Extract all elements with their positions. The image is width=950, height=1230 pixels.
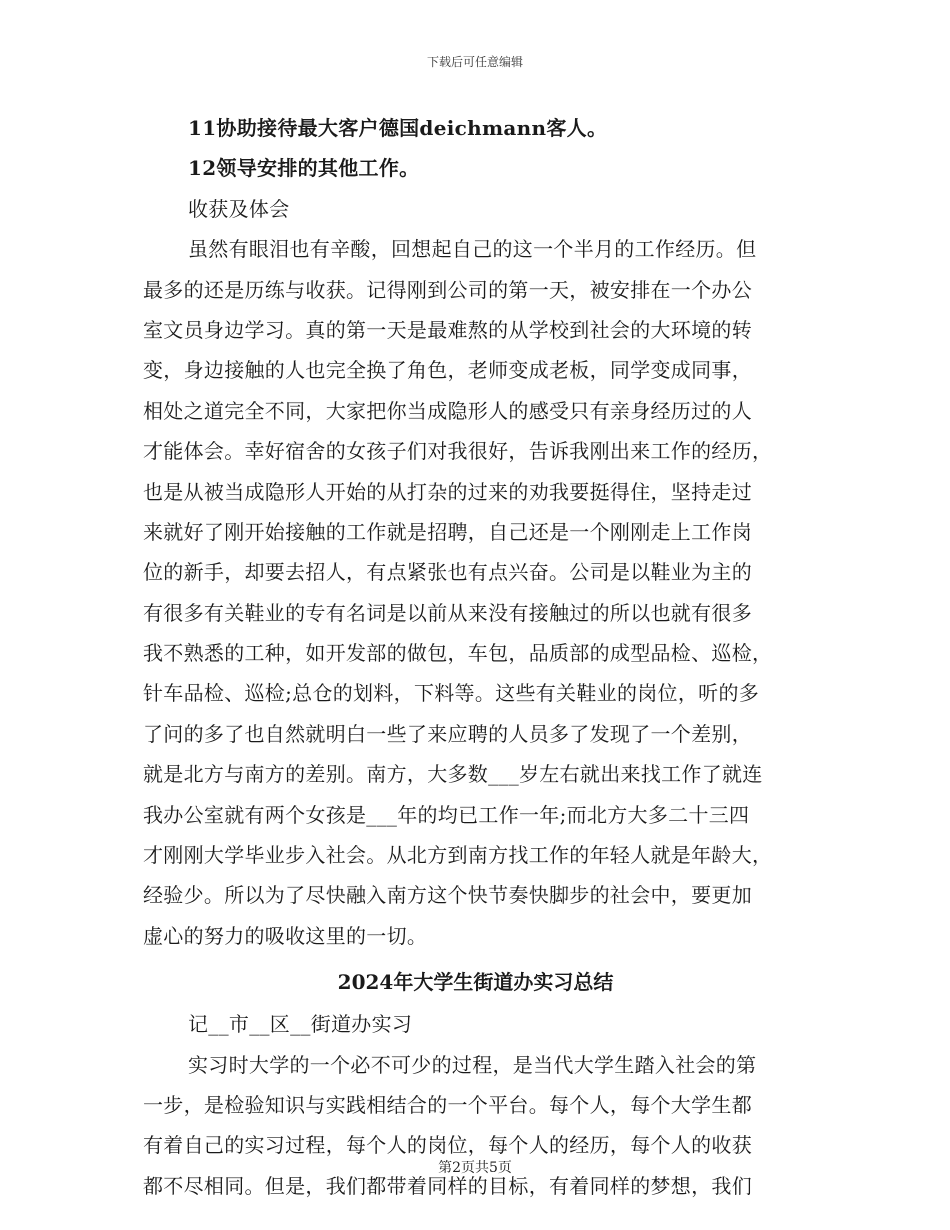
paragraph-line: 虚心的努力的吸收这里的一切。 [143, 923, 428, 948]
document-title: 2024年大学生街道办实习总结 [337, 970, 614, 995]
paragraph-line: 相处之道完全不同，大家把你当成隐形人的感受只有亲身经历过的人 [143, 398, 752, 423]
list-item: 11协助接待最大客户德国deichmann客人。 [188, 116, 608, 140]
paragraph-line: 我办公室就有两个女孩是___年的均已工作一年;而北方大多二十三四 [143, 802, 750, 827]
paragraph-line: 才能体会。幸好宿舍的女孩子们对我很好，告诉我刚出来工作的经历， [143, 439, 773, 464]
document-body [143, 108, 808, 1206]
paragraph-line: 才刚刚大学毕业步入社会。从北方到南方找工作的年轻人就是年龄大， [143, 843, 773, 868]
page-footer: 第2页共5页 [438, 1160, 512, 1176]
paragraph-line: 就是北方与南方的差别。南方，大多数___岁左右就出来找工作了就连 [143, 762, 763, 787]
page-header: 下载后可任意编辑 [426, 55, 523, 69]
paragraph-reflection [143, 229, 808, 956]
paragraph-line: 实习时大学的一个必不可少的过程，是当代大学生踏入社会的第 [188, 1052, 757, 1077]
paragraph-line: 位的新手，却要去招人，有点紧张也有点兴奋。公司是以鞋业为主的 [143, 560, 752, 585]
paragraph-line: 有很多有关鞋业的专有名词是以前从来没有接触过的所以也就有很多 [143, 600, 752, 625]
paragraph-line: 都不尽相同。但是，我们都带着同样的目标，有着同样的梦想，我们 [143, 1173, 752, 1198]
paragraph-line: 针车品检、巡检;总仓的划料，下料等。这些有关鞋业的岗位，听的多 [143, 681, 760, 706]
list-item: 12领导安排的其他工作。 [188, 156, 420, 181]
paragraph-line: 也是从被当成隐形人开始的从打杂的过来的劝我要挺得住，坚持走过 [143, 479, 752, 504]
paragraph-line: 来就好了刚开始接触的工作就是招聘，自己还是一个刚刚走上工作岗 [143, 519, 752, 544]
paragraph-line: 一步，是检验知识与实践相结合的一个平台。每个人，每个大学生都 [143, 1092, 752, 1117]
paragraph-line: 有着自己的实习过程，每个人的岗位，每个人的经历，每个人的收获 [143, 1133, 752, 1158]
paragraph-line: 我不熟悉的工种，如开发部的做包，车包，品质部的成型品检、巡检， [143, 641, 773, 666]
paragraph-line: 变，身边接触的人也完全换了角色，老师变成老板，同学变成同事， [143, 358, 752, 383]
paragraph-line: 室文员身边学习。真的第一天是最难熬的从学校到社会的大环境的转 [143, 317, 752, 342]
paragraph-line: 经验少。所以为了尽快融入南方这个快节奏快脚步的社会中，要更加 [143, 883, 752, 908]
paragraph-line: 最多的还是历练与收获。记得刚到公司的第一天，被安排在一个办公 [143, 277, 752, 302]
section-subheading: 收获及体会 [188, 196, 290, 221]
document-subtitle: 记__市__区__街道办实习 [188, 1012, 413, 1037]
paragraph-internship [143, 1045, 808, 1207]
paragraph-line: 了问的多了也自然就明白一些了来应聘的人员多了发现了一个差别， [143, 721, 752, 746]
paragraph-line: 虽然有眼泪也有辛酸，回想起自己的这一个半月的工作经历。但 [188, 237, 757, 262]
